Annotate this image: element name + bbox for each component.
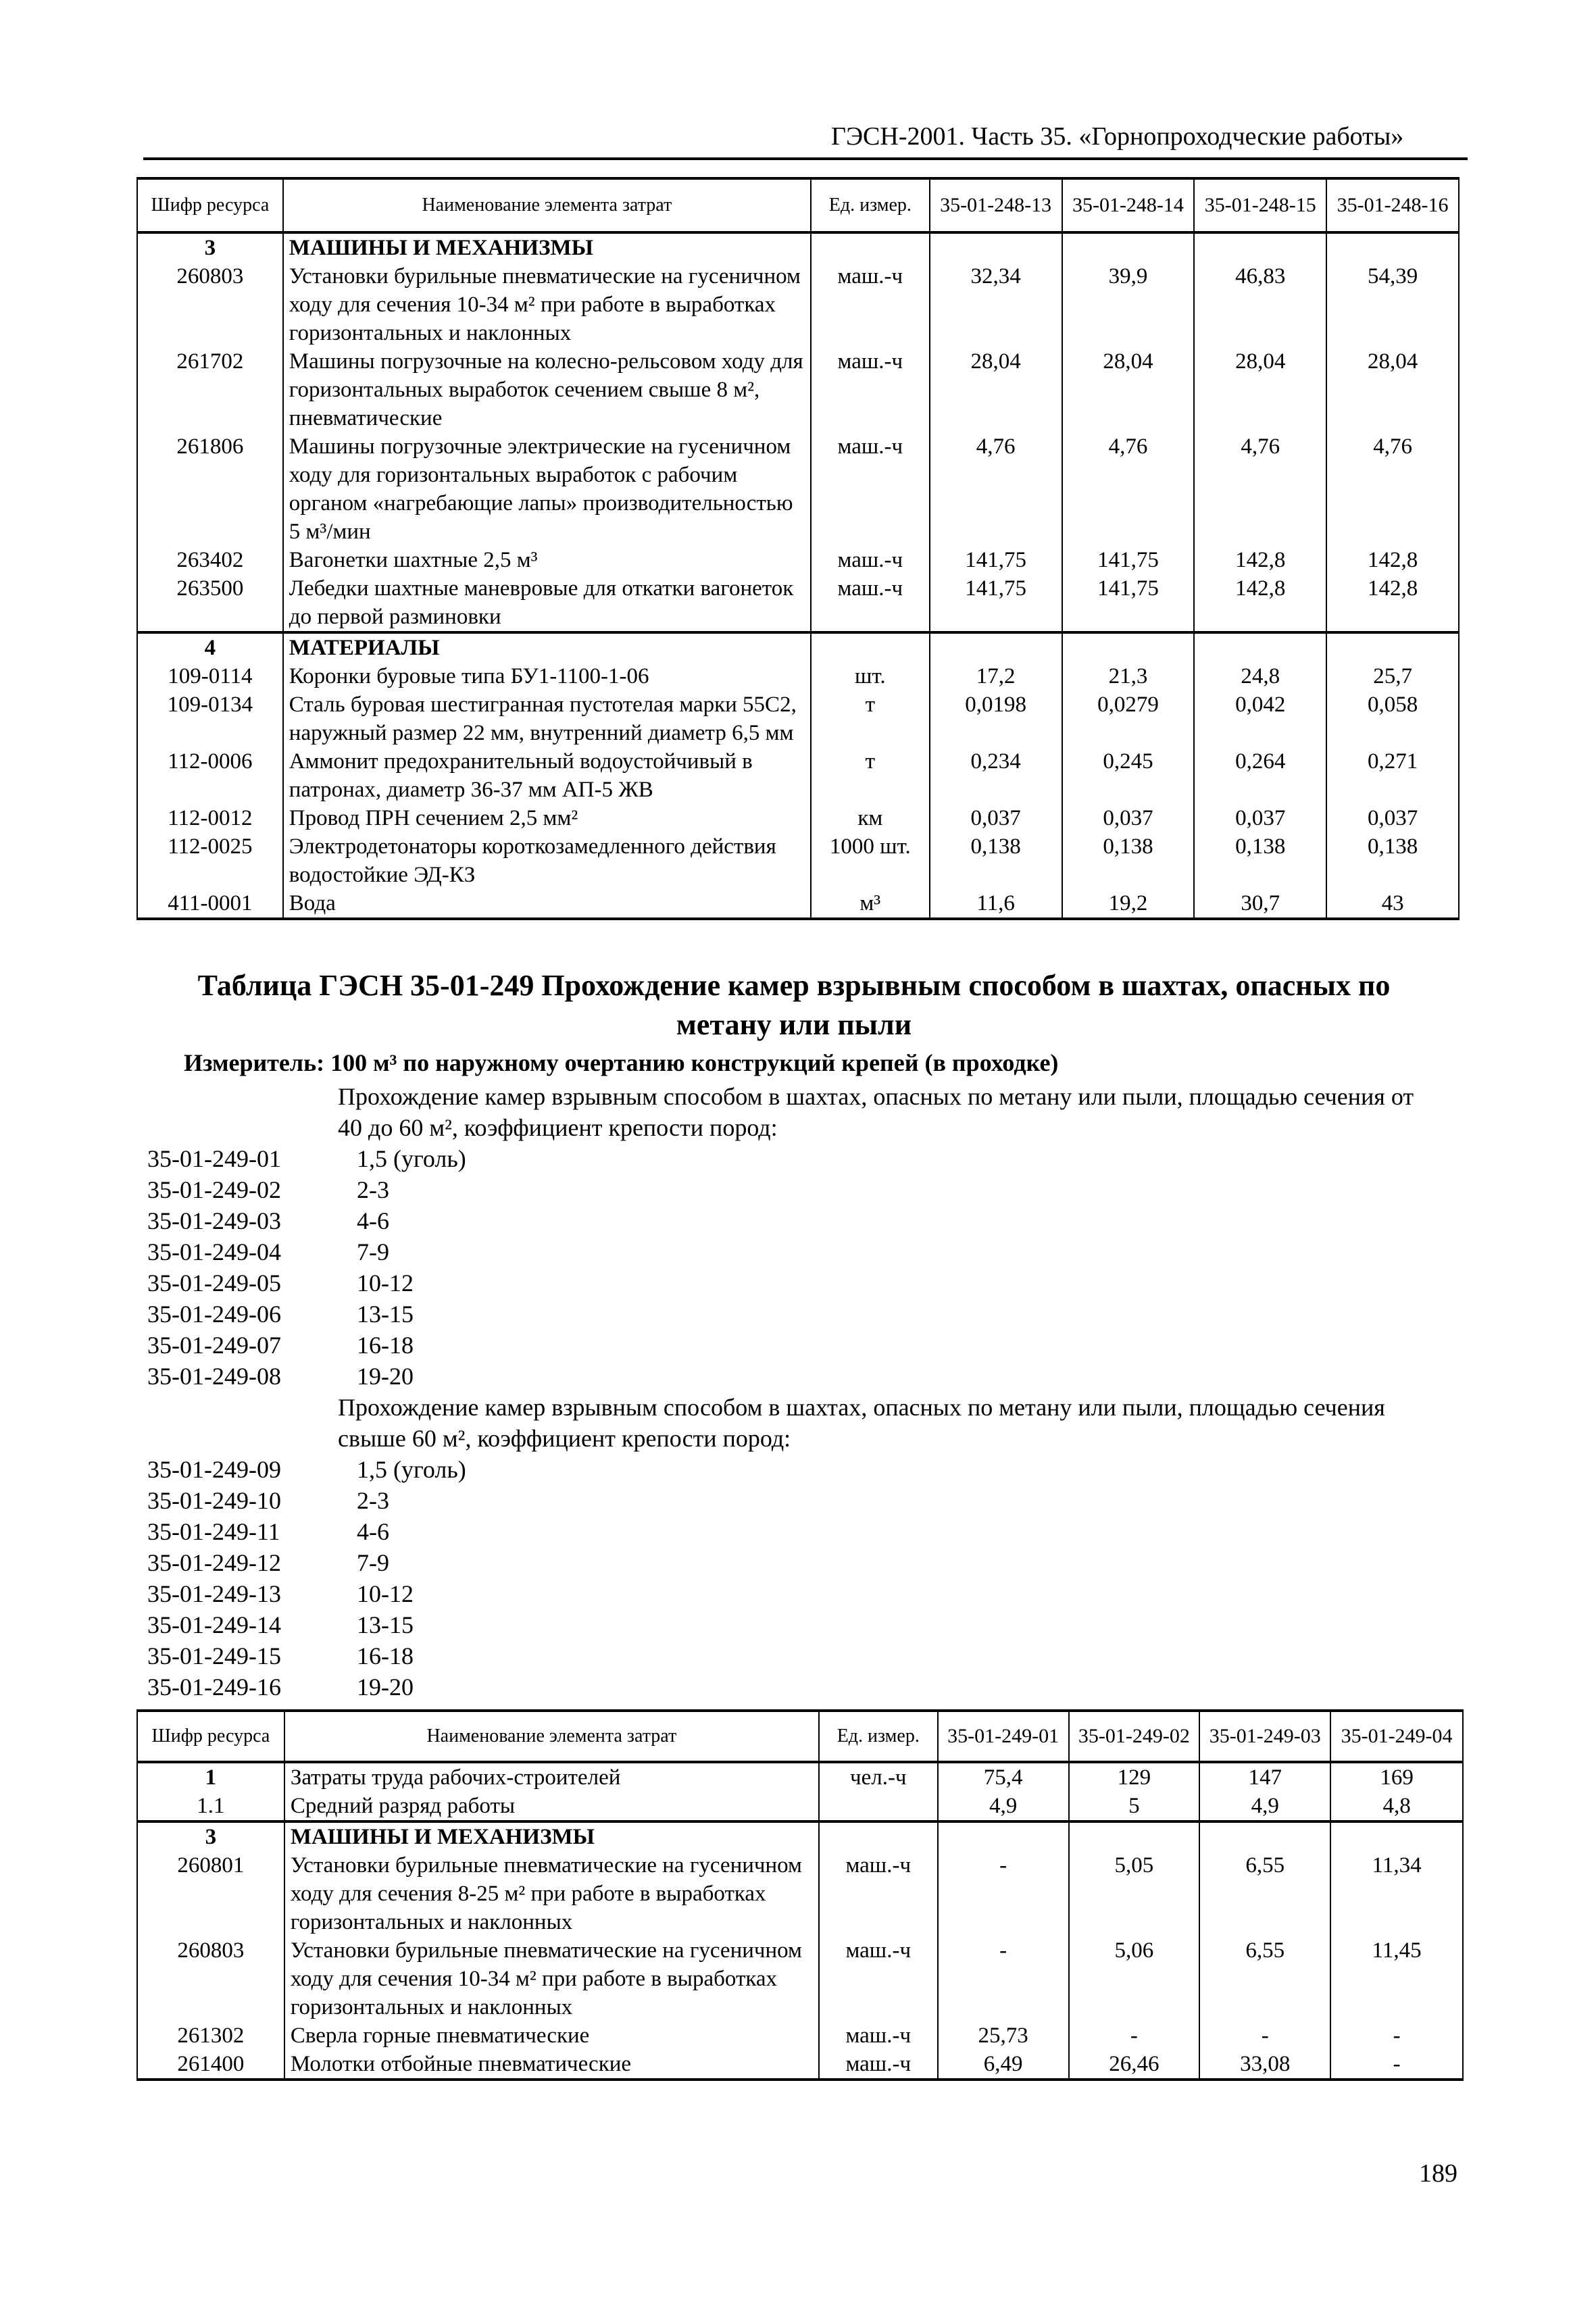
unit: маш.-ч [819, 2050, 938, 2080]
variant-value: 13-15 [357, 1301, 414, 1328]
table-row [137, 232, 1459, 262]
variant-item [147, 1330, 414, 1361]
table-row [137, 804, 1459, 832]
resource-code: 3 [137, 1821, 284, 1851]
value: 5,05 [1069, 1851, 1200, 1936]
value: 142,8 [1194, 546, 1326, 574]
value: 43 [1326, 889, 1459, 919]
value: 54,39 [1326, 262, 1459, 347]
value: 0,271 [1326, 747, 1459, 804]
variant-code: 35-01-249-06 [147, 1301, 281, 1328]
value: 142,8 [1326, 546, 1459, 574]
variant-value: 10-12 [357, 1269, 414, 1297]
resource-name: Установки бурильные пневматические на гусеничном ходу для сечения 8-25 м² при работе в выработках горизонтальных и наклонных [284, 1851, 819, 1936]
unit [819, 1821, 938, 1851]
variant-item [147, 1485, 389, 1516]
variant-item [147, 1547, 389, 1578]
variant-value: 16-18 [357, 1332, 414, 1359]
unit: маш.-ч [811, 574, 930, 632]
variant-code: 35-01-249-02 [147, 1176, 281, 1203]
resource-name: Средний разряд работы [284, 1792, 819, 1821]
col-header-249-03: 35-01-249-03 [1199, 1711, 1330, 1762]
value: 0,264 [1194, 747, 1326, 804]
value: 6,55 [1199, 1936, 1330, 2021]
value: 28,04 [1062, 347, 1195, 432]
variant-value: 13-15 [357, 1611, 414, 1638]
value: 26,46 [1069, 2050, 1200, 2080]
table-row [137, 1792, 1463, 1821]
resource-code: 411-0001 [137, 889, 283, 919]
table-row [137, 690, 1459, 747]
section-heading: МАШИНЫ И МЕХАНИЗМЫ [283, 232, 811, 262]
value: 141,75 [930, 574, 1062, 632]
variant-item [147, 1578, 414, 1609]
variant-item [147, 1267, 414, 1299]
value: 142,8 [1326, 574, 1459, 632]
value: 169 [1330, 1762, 1463, 1792]
variant-value: 16-18 [357, 1642, 414, 1669]
variant-item [147, 1143, 466, 1174]
unit [811, 232, 930, 262]
value: 0,037 [1326, 804, 1459, 832]
resource-code: 263500 [137, 574, 283, 632]
variant-code: 35-01-249-01 [147, 1145, 281, 1172]
variant-item [147, 1516, 389, 1547]
header-rule [143, 157, 1468, 160]
col-header-248-16: 35-01-248-16 [1326, 178, 1459, 232]
variant-item [147, 1361, 414, 1392]
col-header-code: Шифр ресурса [137, 1711, 284, 1762]
value [1326, 632, 1459, 662]
resource-name: Электродетонаторы короткозамедленного действия водостойкие ЭД-КЗ [283, 832, 811, 889]
variant-value: 4-6 [357, 1518, 389, 1545]
value: 0,037 [1194, 804, 1326, 832]
variant-code: 35-01-249-15 [147, 1642, 281, 1669]
variant-value: 1,5 (уголь) [357, 1456, 466, 1483]
variant-code: 35-01-249-07 [147, 1332, 281, 1359]
value: 32,34 [930, 262, 1062, 347]
col-header-249-01: 35-01-249-01 [938, 1711, 1069, 1762]
value: 4,76 [930, 432, 1062, 546]
group1-intro: Прохождение камер взрывным способом в шахтах, опасных по метану или пыли, площадью сечения от 40 до 60 м², коэффициент крепости пород: [338, 1083, 1414, 1141]
unit: маш.-ч [819, 1936, 938, 2021]
variant-code: 35-01-249-14 [147, 1611, 281, 1638]
resource-name: Коронки буровые типа БУ1-1100-1-06 [283, 662, 811, 690]
value: 46,83 [1194, 262, 1326, 347]
table-row [137, 632, 1459, 662]
variant-code: 35-01-249-12 [147, 1549, 281, 1576]
resource-name: Провод ПРН сечением 2,5 мм² [283, 804, 811, 832]
page-number: 189 [1419, 2159, 1457, 2188]
value: 4,8 [1330, 1792, 1463, 1821]
value: 28,04 [1326, 347, 1459, 432]
unit: т [811, 747, 930, 804]
group2-intro: Прохождение камер взрывным способом в шахтах, опасных по метану или пыли, площадью сечения свыше 60 м², коэффициент крепости пород: [338, 1394, 1385, 1452]
table-row [137, 432, 1459, 546]
value: 5,06 [1069, 1936, 1200, 2021]
resource-code: 1 [137, 1762, 284, 1792]
value: 0,042 [1194, 690, 1326, 747]
resource-code: 3 [137, 232, 283, 262]
value [1326, 232, 1459, 262]
value: 0,138 [1194, 832, 1326, 889]
running-header: ГЭСН-2001. Часть 35. «Горнопроходческие работы» [831, 122, 1404, 151]
value: 17,2 [930, 662, 1062, 690]
unit: маш.-ч [819, 2021, 938, 2050]
variant-code: 35-01-249-05 [147, 1269, 281, 1297]
resource-name: Установки бурильные пневматические на гусеничном ходу для сечения 10-34 м² при работе в выработках горизонтальных и наклонных [283, 262, 811, 347]
variant-value: 1,5 (уголь) [357, 1145, 466, 1172]
table-row [137, 889, 1459, 919]
value: 0,0198 [930, 690, 1062, 747]
value: 25,73 [938, 2021, 1069, 2050]
value: 141,75 [1062, 574, 1195, 632]
value: 28,04 [1194, 347, 1326, 432]
resource-code: 112-0006 [137, 747, 283, 804]
resource-table-248 [136, 177, 1460, 920]
resource-code: 260801 [137, 1851, 284, 1936]
value [930, 632, 1062, 662]
value: 147 [1199, 1762, 1330, 1792]
value: 0,138 [1326, 832, 1459, 889]
value: 0,138 [1062, 832, 1195, 889]
section-heading: МАШИНЫ И МЕХАНИЗМЫ [284, 1821, 819, 1851]
value: 5 [1069, 1792, 1200, 1821]
resource-name: Затраты труда рабочих-строителей [284, 1762, 819, 1792]
value [1194, 232, 1326, 262]
value: 141,75 [930, 546, 1062, 574]
variant-code: 35-01-249-10 [147, 1487, 281, 1514]
resource-name: Установки бурильные пневматические на гусеничном ходу для сечения 10-34 м² при работе в выработках горизонтальных и наклонных [284, 1936, 819, 2021]
col-header-249-04: 35-01-249-04 [1330, 1711, 1463, 1762]
variant-value: 7-9 [357, 1549, 389, 1576]
value: - [938, 1936, 1069, 2021]
table-row [137, 1936, 1463, 2021]
value: 129 [1069, 1762, 1200, 1792]
table-row [137, 1851, 1463, 1936]
table-header-row [137, 178, 1459, 232]
value: 6,49 [938, 2050, 1069, 2080]
table-row [137, 574, 1459, 632]
unit [819, 1792, 938, 1821]
resource-code: 261806 [137, 432, 283, 546]
variant-item [147, 1174, 389, 1205]
unit: маш.-ч [811, 546, 930, 574]
value: 0,245 [1062, 747, 1195, 804]
value: 11,6 [930, 889, 1062, 919]
table-header-row [137, 1711, 1463, 1762]
variant-value: 19-20 [357, 1674, 414, 1701]
resource-name: Молотки отбойные пневматические [284, 2050, 819, 2080]
section-heading: МАТЕРИАЛЫ [283, 632, 811, 662]
value: 75,4 [938, 1762, 1069, 1792]
col-header-249-02: 35-01-249-02 [1069, 1711, 1200, 1762]
value: 24,8 [1194, 662, 1326, 690]
value: 28,04 [930, 347, 1062, 432]
value: 30,7 [1194, 889, 1326, 919]
resource-code: 261702 [137, 347, 283, 432]
variant-value: 7-9 [357, 1238, 389, 1265]
unit: шт. [811, 662, 930, 690]
value: - [1330, 2050, 1463, 2080]
value: 4,76 [1194, 432, 1326, 546]
col-header-248-14: 35-01-248-14 [1062, 178, 1195, 232]
table-row [137, 2021, 1463, 2050]
col-header-name: Наименование элемента затрат [284, 1711, 819, 1762]
resource-code: 260803 [137, 262, 283, 347]
value: 33,08 [1199, 2050, 1330, 2080]
value: 0,0279 [1062, 690, 1195, 747]
resource-code: 261302 [137, 2021, 284, 2050]
variant-value: 2-3 [357, 1487, 389, 1514]
resource-name: Вода [283, 889, 811, 919]
variant-code: 35-01-249-13 [147, 1580, 281, 1607]
col-header-unit: Ед. измер. [819, 1711, 938, 1762]
variant-value: 2-3 [357, 1176, 389, 1203]
variant-item [147, 1236, 389, 1267]
resource-code: 260803 [137, 1936, 284, 2021]
value: 0,037 [1062, 804, 1195, 832]
value: - [1069, 2021, 1200, 2050]
resource-name: Сталь буровая шестигранная пустотелая марки 55С2, наружный размер 22 мм, внутренний диаметр 6,5 мм [283, 690, 811, 747]
variant-code: 35-01-249-11 [147, 1518, 280, 1545]
table-row [137, 2050, 1463, 2080]
value [1062, 632, 1195, 662]
value: 0,234 [930, 747, 1062, 804]
unit: маш.-ч [811, 347, 930, 432]
value: 19,2 [1062, 889, 1195, 919]
value: 11,34 [1330, 1851, 1463, 1936]
table-row [137, 262, 1459, 347]
table-title: Таблица ГЭСН 35-01-249 Прохождение камер взрывным способом в шахтах, опасных по метану или пыли [197, 969, 1391, 1041]
table-row [137, 832, 1459, 889]
resource-code: 109-0134 [137, 690, 283, 747]
value [1330, 1821, 1463, 1851]
resource-name: Машины погрузочные на колесно-рельсовом ходу для горизонтальных выработок сечением свыше 8 м², пневматические [283, 347, 811, 432]
variant-item [147, 1609, 414, 1640]
value: - [1199, 2021, 1330, 2050]
resource-name: Аммонит предохранительный водоустойчивый в патронах, диаметр 36-37 мм АП-5 ЖВ [283, 747, 811, 804]
unit: 1000 шт. [811, 832, 930, 889]
value [938, 1821, 1069, 1851]
resource-code: 109-0114 [137, 662, 283, 690]
resource-code: 112-0012 [137, 804, 283, 832]
resource-code: 4 [137, 632, 283, 662]
resource-name: Вагонетки шахтные 2,5 м³ [283, 546, 811, 574]
measurement-unit: Измеритель: 100 м³ по наружному очертанию конструкций крепей (в проходке) [184, 1049, 1059, 1076]
value: 142,8 [1194, 574, 1326, 632]
variant-item [147, 1299, 414, 1330]
unit: маш.-ч [819, 1851, 938, 1936]
variant-code: 35-01-249-08 [147, 1363, 281, 1390]
variant-code: 35-01-249-04 [147, 1238, 281, 1265]
variant-item [147, 1454, 466, 1485]
col-header-name: Наименование элемента затрат [283, 178, 811, 232]
value: 11,45 [1330, 1936, 1463, 2021]
value: 6,55 [1199, 1851, 1330, 1936]
variant-code: 35-01-249-03 [147, 1207, 281, 1234]
variant-item [147, 1671, 414, 1703]
resource-code: 1.1 [137, 1792, 284, 1821]
table-row [137, 546, 1459, 574]
value: 0,058 [1326, 690, 1459, 747]
unit: маш.-ч [811, 432, 930, 546]
value: 4,9 [1199, 1792, 1330, 1821]
unit [811, 632, 930, 662]
col-header-code: Шифр ресурса [137, 178, 283, 232]
col-header-248-13: 35-01-248-13 [930, 178, 1062, 232]
unit: км [811, 804, 930, 832]
unit: чел.-ч [819, 1762, 938, 1792]
value [1069, 1821, 1200, 1851]
table-row [137, 662, 1459, 690]
resource-code: 263402 [137, 546, 283, 574]
value [1194, 632, 1326, 662]
value: 0,138 [930, 832, 1062, 889]
value: 4,76 [1062, 432, 1195, 546]
value [1062, 232, 1195, 262]
variant-value: 19-20 [357, 1363, 414, 1390]
value: 141,75 [1062, 546, 1195, 574]
resource-name: Сверла горные пневматические [284, 2021, 819, 2050]
col-header-unit: Ед. измер. [811, 178, 930, 232]
table-row [137, 747, 1459, 804]
unit: т [811, 690, 930, 747]
variant-code: 35-01-249-16 [147, 1674, 281, 1701]
value: 25,7 [1326, 662, 1459, 690]
value [1199, 1821, 1330, 1851]
variant-value: 4-6 [357, 1207, 389, 1234]
table-row [137, 347, 1459, 432]
value: 4,9 [938, 1792, 1069, 1821]
resource-name: Машины погрузочные электрические на гусеничном ходу для горизонтальных выработок с рабочим органом «нагребающие лапы» производительностью 5 м³/мин [283, 432, 811, 546]
unit: маш.-ч [811, 262, 930, 347]
value: 21,3 [1062, 662, 1195, 690]
value: 39,9 [1062, 262, 1195, 347]
col-header-248-15: 35-01-248-15 [1194, 178, 1326, 232]
unit: м³ [811, 889, 930, 919]
value: - [1330, 2021, 1463, 2050]
resource-code: 261400 [137, 2050, 284, 2080]
variant-code: 35-01-249-09 [147, 1456, 281, 1483]
resource-name: Лебедки шахтные маневровые для откатки вагонеток до первой разминовки [283, 574, 811, 632]
value: 4,76 [1326, 432, 1459, 546]
value: - [938, 1851, 1069, 1936]
variant-value: 10-12 [357, 1580, 414, 1607]
variant-item [147, 1205, 389, 1236]
value [930, 232, 1062, 262]
table-row [137, 1762, 1463, 1792]
table-row [137, 1821, 1463, 1851]
resource-table-249 [136, 1709, 1464, 2081]
resource-code: 112-0025 [137, 832, 283, 889]
value: 0,037 [930, 804, 1062, 832]
variant-item [147, 1640, 414, 1671]
